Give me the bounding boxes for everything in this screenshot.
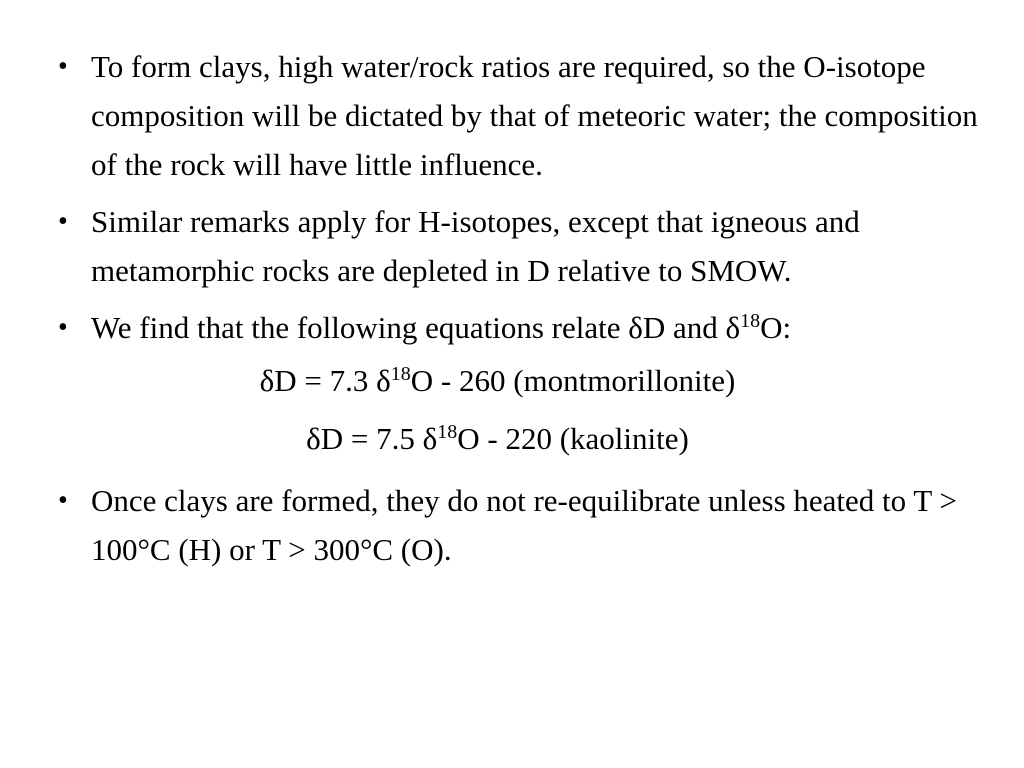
equation-pre: δD = 7.5 δ	[306, 421, 438, 456]
bullet-dot: •	[58, 485, 68, 516]
bullet-text: Once clays are formed, they do not re-equilibrate unless heated to T > 100°C (H) or T > 300°C (O).	[91, 483, 957, 567]
equation-block	[91, 352, 996, 468]
bullet-h-isotopes	[56, 197, 996, 295]
superscript: 18	[390, 363, 411, 385]
bullet-text-after: O:	[760, 310, 792, 345]
bullet-re-equilibration	[56, 476, 996, 574]
bullet-text-before: We find that the following equations relate δD and δ	[91, 310, 741, 345]
superscript: 18	[740, 310, 761, 332]
bullet-list	[56, 42, 996, 582]
bullet-text: To form clays, high water/rock ratios are required, so the O-isotope composition will be dictated by that of meteoric water; the composition of the rock will have little influence.	[91, 49, 978, 182]
bullet-dot: •	[58, 206, 68, 237]
bullet-text	[91, 310, 791, 345]
equation-montmorillonite	[91, 352, 996, 410]
superscript: 18	[437, 421, 458, 443]
bullet-equations	[56, 303, 996, 468]
bullet-dot: •	[58, 312, 68, 343]
bullet-clay-formation	[56, 42, 996, 189]
equation-post: O - 260 (montmorillonite)	[410, 363, 736, 398]
equation-kaolinite	[91, 410, 996, 468]
equation-pre: δD = 7.3 δ	[259, 363, 391, 398]
bullet-dot: •	[58, 51, 68, 82]
bullet-text: Similar remarks apply for H-isotopes, except that igneous and metamorphic rocks are depleted in D relative to SMOW.	[91, 204, 860, 288]
equation-post: O - 220 (kaolinite)	[457, 421, 689, 456]
